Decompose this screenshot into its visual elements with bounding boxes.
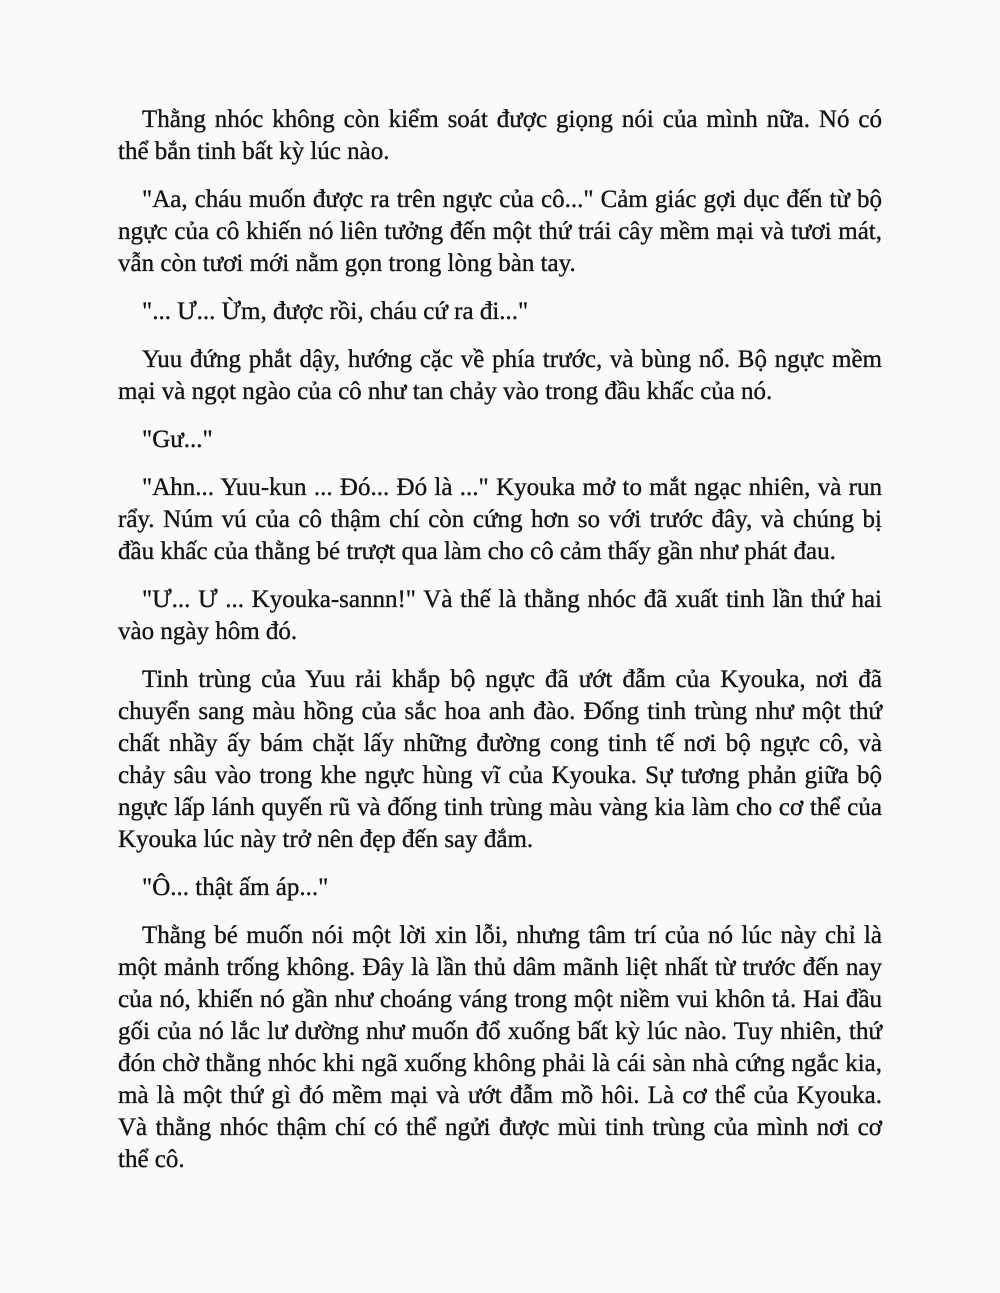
paragraph: "... Ư... Ừm, được rồi, cháu cứ ra đi..." [142,298,529,325]
text-block [118,104,882,1192]
paragraph: Yuu đứng phắt dậy, hướng cặc về phía trước, và bùng nổ. Bộ ngực mềm mại và ngọt ngào của cô như tan chảy vào trong đầu khấc của nó. [118,346,882,405]
paragraph: Thằng nhóc không còn kiểm soát được giọng nói của mình nữa. Nó có thể bắn tinh bất kỳ lúc nào. [118,106,882,165]
paragraph: Thằng bé muốn nói một lời xin lỗi, nhưng tâm trí của nó lúc này chỉ là một mảnh trống không. Đây là lần thủ dâm mãnh liệt nhất từ trước đến nay của nó, khiến nó gần như choáng váng trong một niềm vui khôn tả. Hai đầu gối của nó lắc lư dường như muốn đổ xuống bất kỳ lúc nào. Tuy nhiên, thứ đón chờ thằng nhóc khi ngã xuống không phải là cái sàn nhà cứng ngắc kia, mà là một thứ gì đó mềm mại và ướt đẫm mồ hôi. Là cơ thể của Kyouka. Và thằng nhóc thậm chí có thể ngửi được mùi tinh trùng của mình nơi cơ thể cô. [118,922,882,1173]
paragraph: "Ahn... Yuu-kun ... Đó... Đó là ..." Kyouka mở to mắt ngạc nhiên, và run rẩy. Núm vú của cô thậm chí còn cứng hơn so với trước đây, và chúng bị đầu khấc của thằng bé trượt qua làm cho cô cảm thấy gần như phát đau. [118,474,882,565]
paragraph: "Aa, cháu muốn được ra trên ngực của cô..." Cảm giác gợi dục đến từ bộ ngực của cô khiến nó liên tưởng đến một thứ trái cây mềm mại và tươi mát, vẫn còn tươi mới nằm gọn trong lòng bàn tay. [118,186,882,277]
paragraph: "Gư..." [142,426,213,453]
paragraph: "Ô... thật ấm áp..." [142,874,329,901]
paragraph: "Ư... Ư ... Kyouka-sannn!" Và thế là thằng nhóc đã xuất tinh lần thứ hai vào ngày hôm đó. [118,586,882,645]
paragraph: Tinh trùng của Yuu rải khắp bộ ngực đã ướt đẫm của Kyouka, nơi đã chuyển sang màu hồng của sắc hoa anh đào. Đống tinh trùng như một thứ chất nhầy ấy bám chặt lấy những đường cong tinh tế nơi bộ ngực cô, và chảy sâu vào trong khe ngực hùng vĩ của Kyouka. Sự tương phản giữa bộ ngực lấp lánh quyến rũ và đống tinh trùng màu vàng kia làm cho cơ thể của Kyouka lúc này trở nên đẹp đến say đắm. [118,666,882,853]
